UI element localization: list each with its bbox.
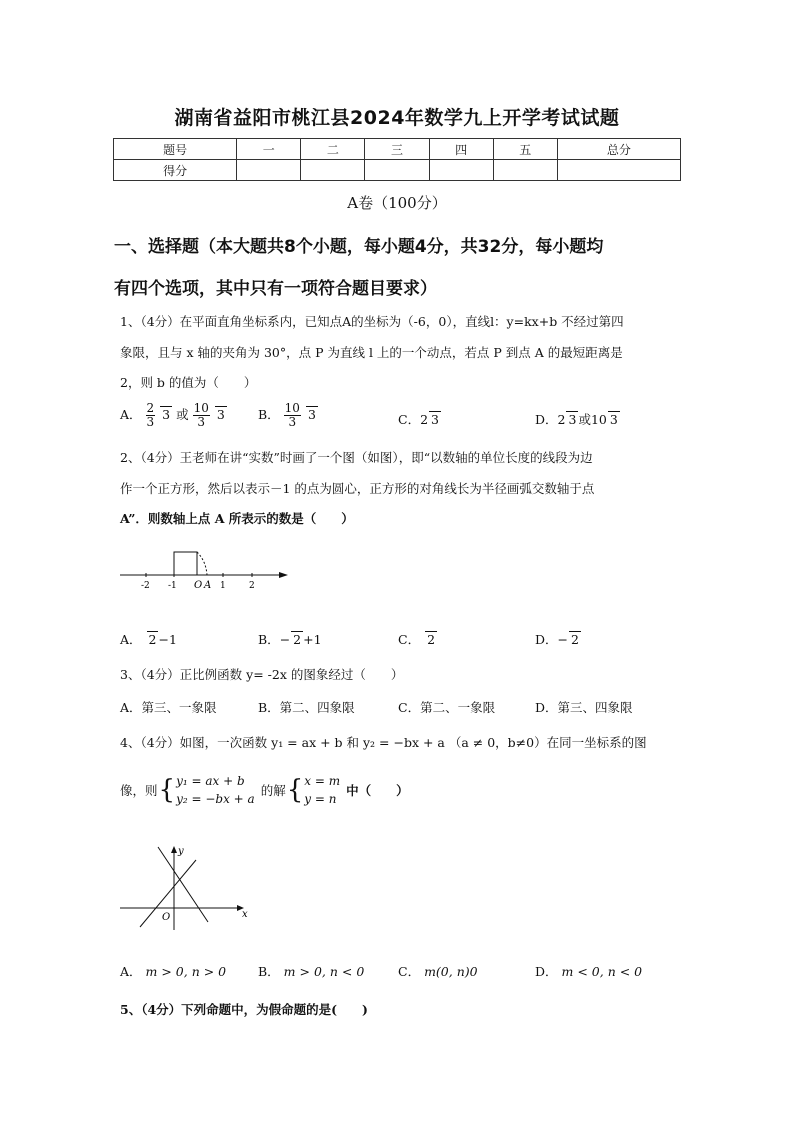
left-brace: { [286, 775, 304, 805]
coefficient: 2 [557, 412, 566, 427]
fraction [146, 402, 156, 429]
score-header-cell: 题号 [114, 139, 237, 160]
q1-option-d [535, 410, 620, 428]
score-header-cell: 五 [493, 139, 557, 160]
tick-label: 1 [220, 581, 226, 591]
origin-label: O [162, 912, 171, 923]
option-label: C． [398, 632, 421, 647]
fraction [193, 402, 210, 429]
score-table [113, 138, 681, 181]
sqrt: 3 [568, 412, 577, 427]
unit-square [174, 552, 197, 575]
equation: x = m [304, 774, 341, 788]
equation-system-1 [176, 772, 255, 808]
score-cell [365, 160, 429, 181]
q4-option-a [120, 962, 226, 980]
numerator: 2 [146, 401, 155, 415]
q2-option-c [398, 630, 437, 648]
arrow-icon [171, 846, 177, 853]
sqrt: 3 [162, 407, 171, 422]
option-prefix: − [557, 632, 569, 647]
option-label: C． [398, 964, 421, 979]
option-label: C． [398, 412, 421, 427]
q2-line2: 作一个正方形，然后以表示－1 的点为圆心，正方形的对角线长为半径画弧交数轴于点 [120, 481, 595, 496]
tick-label: -2 [141, 581, 150, 591]
q2-line1: 2、（4分）王老师在讲“实数”时画了一个图（如图），即“以数轴的单位长度的线段为边 [120, 450, 593, 465]
section-heading-line2: 有四个选项，其中只有一项符合题目要求） [114, 279, 437, 299]
equation: y = n [304, 792, 337, 806]
x-label: x [242, 909, 248, 920]
denominator: 3 [197, 415, 206, 429]
volume-heading: A卷（100分） [347, 194, 447, 212]
score-header-cell: 一 [237, 139, 301, 160]
left-brace: { [158, 775, 176, 805]
option-label: D． [535, 412, 558, 427]
tick-label: A [204, 580, 212, 591]
option-label: A． [120, 964, 142, 979]
q3-option-c: C．第二、一象限 [398, 700, 496, 715]
q1-option-c [398, 410, 441, 428]
tick-label: 2 [249, 581, 255, 591]
sqrt: 2 [293, 632, 302, 647]
numerator: 10 [193, 401, 209, 415]
y-label: y [178, 846, 184, 857]
sqrt: 2 [148, 632, 157, 647]
arrow-icon [279, 572, 288, 578]
q4-line2-post: 中（ ） [346, 783, 409, 798]
linear-graph-figure [118, 842, 250, 932]
q4-option-d [535, 962, 642, 980]
or-word: 或 [578, 412, 591, 427]
score-header-cell: 三 [365, 139, 429, 160]
score-cell [237, 160, 301, 181]
option-text: m(0, n)0 [424, 964, 478, 979]
numerator: 10 [284, 401, 300, 415]
q3-stem: 3、（4分）正比例函数 y= -2x 的图象经过（ ） [120, 667, 404, 682]
option-text: +1 [303, 632, 322, 647]
q1-line3: 2，则 b 的值为（ ） [120, 375, 257, 390]
q2-line3: A”．则数轴上点 A 所表示的数是（ ） [120, 511, 354, 526]
option-text: m < 0, n < 0 [561, 964, 643, 979]
score-cell [557, 160, 680, 181]
option-label: B． [258, 407, 280, 422]
equation-system-2 [304, 772, 340, 808]
q2-option-a [120, 630, 177, 648]
option-label: D． [535, 964, 558, 979]
q4-line2-pre: 像，则 [120, 783, 158, 798]
sqrt: 3 [307, 407, 316, 422]
option-label: A． [120, 632, 142, 647]
q4-line1: 4、（4分）如图，一次函数 y₁ = ax + b 和 y₂ = −bx + a （a ≠ 0，b≠0）在同一坐标系的图 [120, 735, 647, 750]
q4-option-b [258, 962, 364, 980]
score-header-cell: 总分 [557, 139, 680, 160]
q3-option-d: D．第三、四象限 [535, 700, 633, 715]
fraction [284, 402, 301, 429]
line-y1 [158, 847, 208, 922]
coefficient: 10 [590, 412, 607, 427]
q3-option-b: B．第二、四象限 [258, 700, 355, 715]
q4-line2 [120, 772, 409, 808]
denominator: 3 [146, 415, 155, 429]
q1-line2: 象限，且与 x 轴的夹角为 30°，点 P 为直线 l 上的一个动点，若点 P 到点 A 的最短距离是 [120, 345, 623, 360]
denominator: 3 [288, 415, 297, 429]
option-prefix: − [279, 632, 291, 647]
sqrt: 2 [427, 632, 436, 647]
score-header-cell: 四 [429, 139, 493, 160]
sqrt: 3 [431, 412, 439, 427]
page-title: 湖南省益阳市桃江县2024年数学九上开学考试试题 [174, 107, 620, 129]
section-heading-line1: 一、选择题（本大题共8个小题，每小题4分，共32分，每小题均 [114, 237, 604, 257]
sqrt: 3 [609, 412, 618, 427]
option-text: −1 [158, 632, 177, 647]
q5-stem: 5、（4分）下列命题中，为假命题的是( ) [120, 1002, 368, 1017]
score-cell [493, 160, 557, 181]
arc [197, 552, 207, 575]
option-label: D． [535, 632, 558, 647]
q3-option-a: A．第三、一象限 [120, 700, 217, 715]
tick-label: O [194, 580, 203, 591]
q2-option-d [535, 630, 581, 648]
sqrt: 3 [216, 407, 225, 422]
score-header-cell: 二 [301, 139, 365, 160]
equation: y₁ = ax + b [176, 774, 245, 788]
option-label: A． [120, 407, 142, 422]
option-text: m > 0, n < 0 [283, 964, 365, 979]
score-cell [301, 160, 365, 181]
score-table-row [114, 160, 681, 181]
score-cell [429, 160, 493, 181]
or-word: 或 [176, 407, 189, 422]
q4-line2-mid: 的解 [260, 783, 286, 798]
score-table-header-row [114, 139, 681, 160]
q1-line1: 1、（4分）在平面直角坐标系内，已知点A的坐标为（-6，0），直线l：y=kx+b 不经过第四 [120, 314, 624, 329]
sqrt: 2 [571, 632, 579, 647]
number-line-figure [118, 545, 293, 593]
option-text: m > 0, n > 0 [145, 964, 227, 979]
option-label: B． [258, 632, 280, 647]
q1-option-b [258, 402, 318, 429]
option-label: B． [258, 964, 280, 979]
score-row-label: 得分 [114, 160, 237, 181]
coefficient: 2 [420, 412, 429, 427]
tick-label: -1 [168, 581, 177, 591]
equation: y₂ = −bx + a [176, 792, 255, 806]
q4-option-c [398, 962, 478, 980]
q2-option-b [258, 630, 322, 648]
q1-option-a [120, 402, 227, 429]
